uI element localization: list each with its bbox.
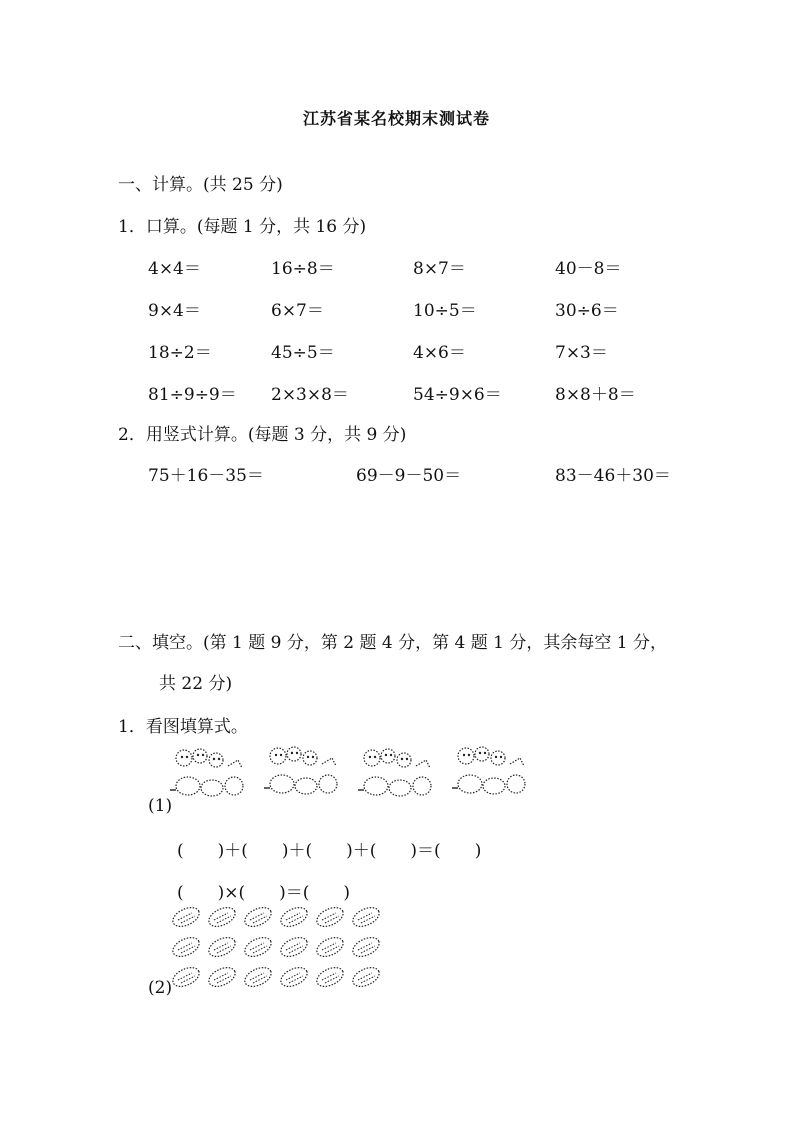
vertical-calc-problem: 75＋16－35＝ (148, 466, 264, 486)
animal-group (358, 749, 431, 796)
oral-problem: 7×3＝ (555, 343, 608, 363)
fill-q1-heading: 1．看图填算式。 (118, 717, 248, 737)
oral-problem: 40－8＝ (555, 259, 622, 279)
multiplication-expression-blank: ( )×( )＝( ) (177, 883, 351, 903)
part2-label: (2) (148, 978, 173, 998)
q2-heading: 2．用竖式计算。(每题 3 分，共 9 分) (118, 425, 407, 445)
section2-heading-cont: 共 22 分) (159, 674, 233, 694)
oral-problem: 9×4＝ (148, 301, 201, 321)
oral-problem: 18÷2＝ (148, 343, 212, 363)
animal-groups-illustration (168, 742, 538, 812)
animal-group (264, 747, 337, 794)
oral-problem: 2×3×8＝ (271, 385, 349, 405)
oral-problem: 54÷9×6＝ (413, 385, 502, 405)
oral-problem: 16÷8＝ (271, 259, 335, 279)
part1-label: (1) (148, 796, 173, 816)
items-grid-illustration (170, 905, 390, 997)
oral-problem: 4×4＝ (148, 259, 201, 279)
vertical-calc-problem: 69－9－50＝ (356, 466, 462, 486)
oral-problem: 8×7＝ (413, 259, 466, 279)
section2-heading: 二、填空。(第 1 题 9 分，第 2 题 4 分，第 4 题 1 分，其余每空 1 分， (118, 633, 667, 653)
oral-problem: 45÷5＝ (271, 343, 335, 363)
animal-group (170, 749, 243, 796)
vertical-calc-problem: 83－46＋30＝ (555, 466, 671, 486)
page-title: 江苏省某名校期末测试卷 (302, 109, 490, 128)
oral-problem: 81÷9÷9＝ (148, 385, 237, 405)
oral-problem: 10÷5＝ (413, 301, 477, 321)
oral-problem: 4×6＝ (413, 343, 466, 363)
section1-heading: 一、计算。(共 25 分) (118, 175, 283, 195)
q1-heading: 1．口算。(每题 1 分，共 16 分) (118, 217, 367, 237)
oral-problem: 30÷6＝ (555, 301, 619, 321)
oral-problem: 8×8＋8＝ (555, 385, 636, 405)
addition-expression-blank: ( )＋( )＋( )＋( )＝( ) (177, 841, 482, 861)
oral-problem: 6×7＝ (271, 301, 324, 321)
animal-group (452, 747, 525, 794)
